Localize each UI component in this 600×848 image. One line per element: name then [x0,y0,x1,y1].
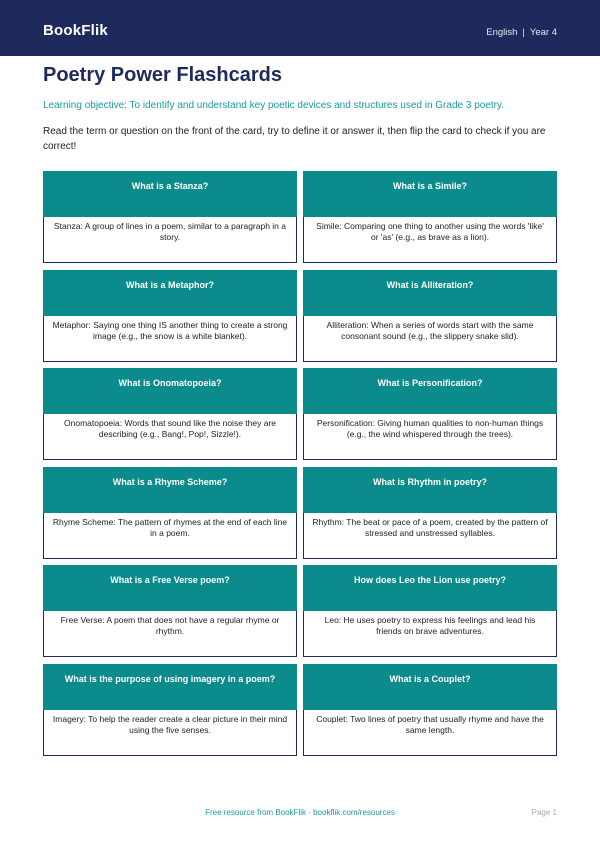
flashcard-grid [43,171,557,756]
language-label: English [486,27,518,38]
flashcard[interactable] [43,467,297,559]
meta-separator: | [522,27,525,38]
card-back: Couplet: Two lines of poetry that usually rhyme and have the same length. [303,710,557,756]
card-front: What is a Simile? [303,171,557,217]
card-back: Imagery: To help the reader create a clear picture in their mind using the five senses. [43,710,297,756]
card-back: Stanza: A group of lines in a poem, similar to a paragraph in a story. [43,217,297,263]
brand-logo[interactable]: BookFlik [43,22,108,39]
card-back: Personification: Giving human qualities to non-human things (e.g., the wind whispered through the trees). [303,414,557,460]
card-front: What is the purpose of using imagery in a poem? [43,664,297,710]
flashcard[interactable] [43,664,297,756]
flashcard[interactable] [303,664,557,756]
flashcard[interactable] [43,270,297,362]
card-front: What is a Metaphor? [43,270,297,316]
card-front: What is Onomatopoeia? [43,368,297,414]
page-number: Page 1 [531,808,557,817]
page-title: Poetry Power Flashcards [43,64,282,86]
card-front: What is a Couplet? [303,664,557,710]
card-back: Leo: He uses poetry to express his feelings and lead his friends on brave adventures. [303,611,557,657]
card-front: What is Personification? [303,368,557,414]
header-meta [486,27,557,38]
page-header [0,0,600,56]
flashcard[interactable] [303,565,557,657]
card-front: What is Alliteration? [303,270,557,316]
year-label: Year 4 [529,27,557,38]
card-back: Metaphor: Saying one thing IS another thing to create a strong image (e.g., the snow is a white blanket). [43,316,297,362]
card-back: Free Verse: A poem that does not have a regular rhyme or rhythm. [43,611,297,657]
flashcard[interactable] [303,368,557,460]
flashcard[interactable] [303,270,557,362]
card-front: How does Leo the Lion use poetry? [303,565,557,611]
flashcard[interactable] [43,565,297,657]
card-front: What is a Rhyme Scheme? [43,467,297,513]
card-back: Rhyme Scheme: The pattern of rhymes at the end of each line in a poem. [43,513,297,559]
flashcard[interactable] [43,171,297,263]
instructions: Read the term or question on the front of the card, try to define it or answer it, then flip the card to check if you are correct! [43,126,546,152]
card-front: What is Rhythm in poetry? [303,467,557,513]
footer-resource-link[interactable]: Free resource from BookFlik · bookflik.com/resources [205,808,395,817]
card-back: Alliteration: When a series of words start with the same consonant sound (e.g., the slippery snake slid). [303,316,557,362]
card-front: What is a Free Verse poem? [43,565,297,611]
card-back: Onomatopoeia: Words that sound like the noise they are describing (e.g., Bang!, Pop!, Sizzle!). [43,414,297,460]
learning-objective: Learning objective: To identify and understand key poetic devices and structures used in Grade 3 poetry. [43,100,505,111]
flashcard[interactable] [303,171,557,263]
flashcard[interactable] [43,368,297,460]
flashcard[interactable] [303,467,557,559]
card-back: Simile: Comparing one thing to another using the words 'like' or 'as' (e.g., as brave as a lion). [303,217,557,263]
card-front: What is a Stanza? [43,171,297,217]
card-back: Rhythm: The beat or pace of a poem, created by the pattern of stressed and unstressed syllables. [303,513,557,559]
